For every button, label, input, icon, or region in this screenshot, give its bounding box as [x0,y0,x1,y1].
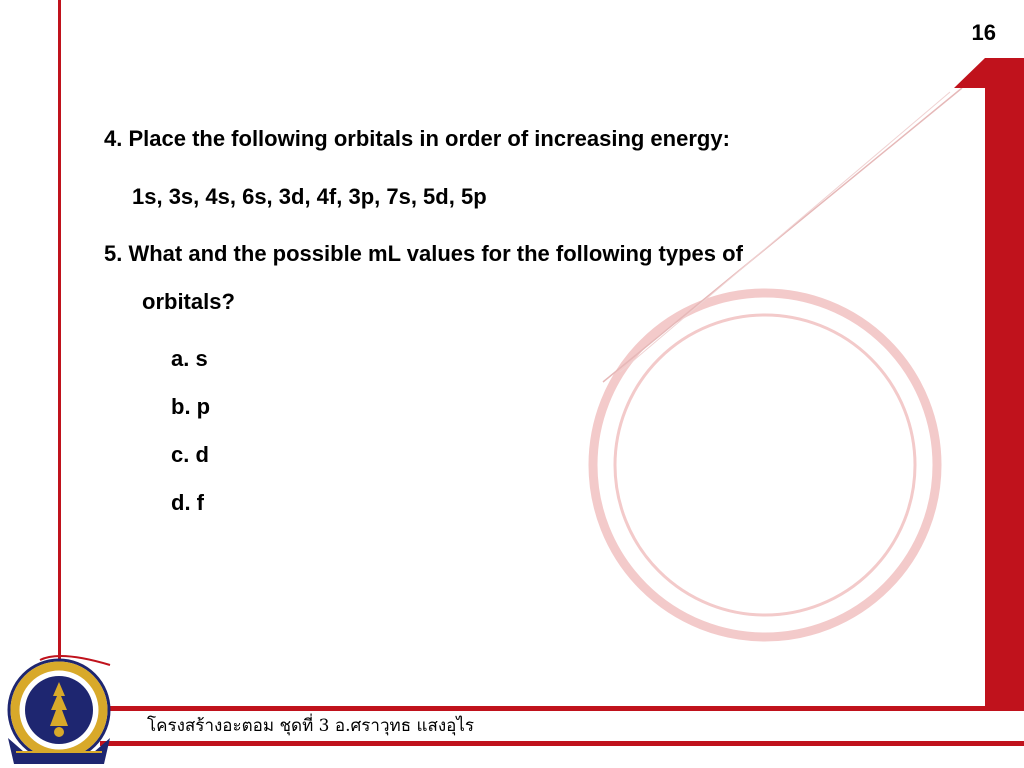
watermark-arcs [593,293,937,637]
page-number: 16 [971,20,996,45]
question-5-prompt-line2: orbitals? [142,289,235,314]
question-5-prompt-line1: 5. What and the possible mL values for the following types of [104,241,743,266]
footer-bottom-line [100,741,1024,746]
school-emblem-logo [4,652,114,768]
option-b: b. p [171,394,211,419]
option-c: c. d [171,442,209,467]
question-4-prompt: 4. Place the following orbitals in order of increasing energy: [104,126,730,151]
left-vertical-line [58,0,61,660]
question-4-orbitals: 1s, 3s, 4s, 6s, 3d, 4f, 3p, 7s, 5d, 5p [132,184,487,209]
option-d: d. f [171,490,204,515]
footer-course-title: โครงสร้างอะตอม ชุดที่ 3 อ.ศราวุทธ แสงอุไร [147,716,475,736]
footer-top-line [100,706,1024,711]
right-vertical-bar [985,58,1024,710]
option-a: a. s [171,346,208,371]
